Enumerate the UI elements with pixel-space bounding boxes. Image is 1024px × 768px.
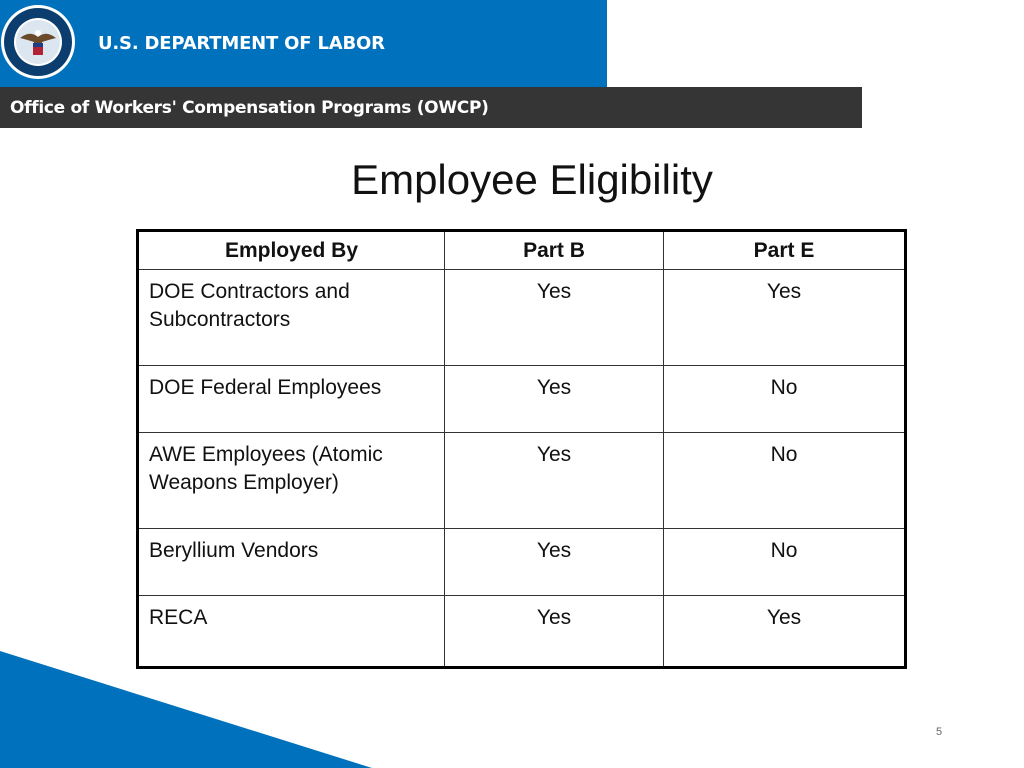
table-row [138,433,906,529]
cell-employed-by: DOE Federal Employees [138,366,445,433]
decorative-stripe [0,645,400,768]
cell-part-b: Yes [445,433,664,529]
table-row [138,366,906,433]
cell-part-b: Yes [445,596,664,668]
cell-part-e: Yes [664,596,906,668]
table-row [138,529,906,596]
cell-part-e: No [664,433,906,529]
dol-seal-logo [0,4,76,80]
cell-part-b: Yes [445,270,664,366]
table-header-row [138,231,906,270]
header-part-e: Part E [664,231,906,270]
cell-employed-by: Beryllium Vendors [138,529,445,596]
cell-part-e: No [664,529,906,596]
slide-title: Employee Eligibility [351,156,713,203]
department-name: U.S. DEPARTMENT OF LABOR [98,33,385,54]
cell-part-b: Yes [445,366,664,433]
table-row [138,270,906,366]
eligibility-table [136,229,907,669]
header-part-b: Part B [445,231,664,270]
page-number: 5 [936,726,943,738]
cell-employed-by: RECA [138,596,445,668]
cell-employed-by: DOE Contractors and Subcontractors [138,270,445,366]
cell-part-e: No [664,366,906,433]
cell-part-b: Yes [445,529,664,596]
cell-employed-by: AWE Employees (Atomic Weapons Employer) [138,433,445,529]
header-employed-by: Employed By [138,231,445,270]
office-name: Office of Workers' Compensation Programs (OWCP) [10,98,489,118]
cell-part-e: Yes [664,270,906,366]
